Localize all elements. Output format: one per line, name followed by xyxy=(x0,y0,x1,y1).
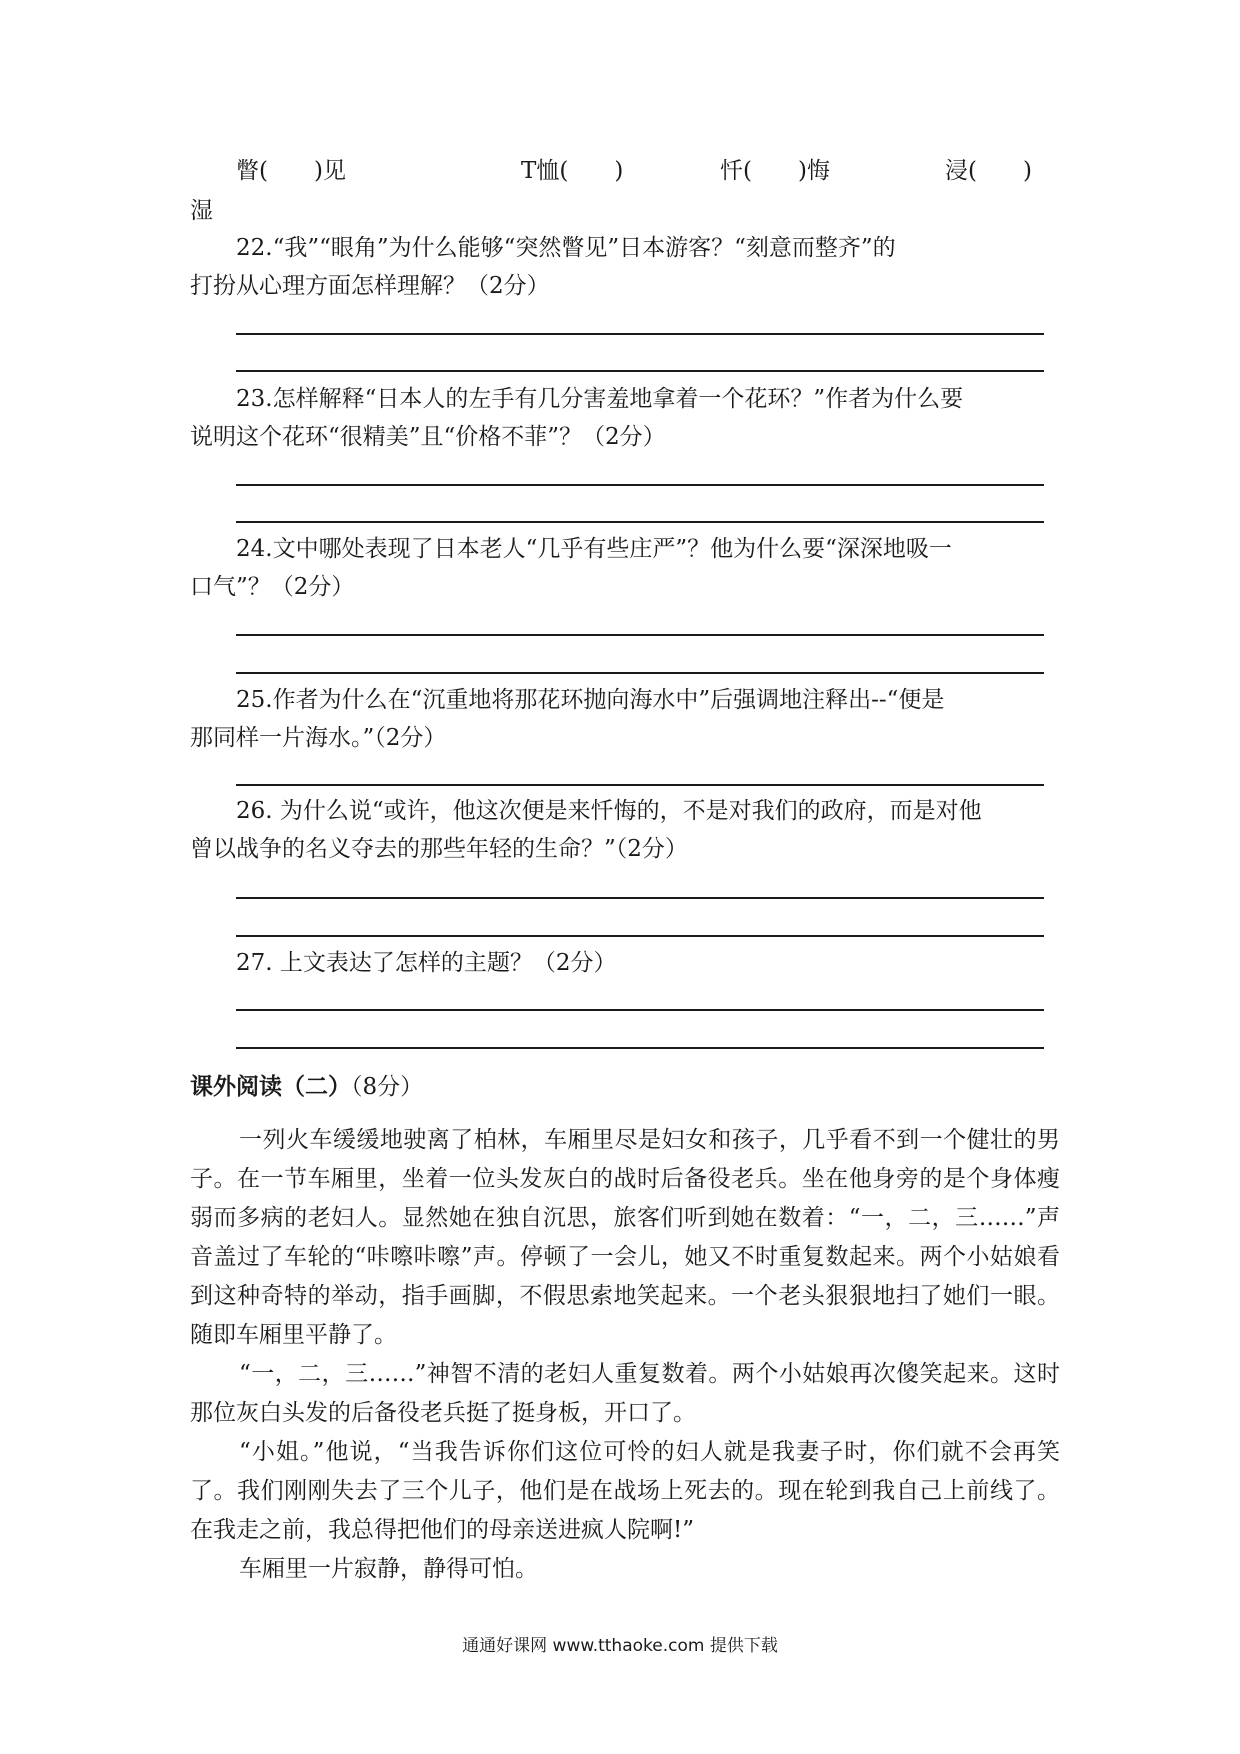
answer-line xyxy=(236,935,1044,937)
answer-line xyxy=(236,784,1044,786)
vocab-item-2: T恤( ) xyxy=(521,158,624,184)
passage-paragraph-3: “小姐。”他说，“当我告诉你们这位可怜的妇人就是我妻子时，你们就不会再笑了。我们刚刚失去了三个儿子，他们是在战场上死去的。现在轮到我自己上前线了。在我走之前，我总得把他们的母亲送进疯人院啊!” xyxy=(190,1439,1060,1543)
passage-paragraph-2: “一，二，三……”神智不清的老妇人重复数着。两个小姑娘再次傻笑起来。这时那位灰白头发的后备役老兵挺了挺身板，开口了。 xyxy=(190,1361,1060,1426)
answer-line xyxy=(236,521,1044,523)
question-22-line-1: 22.“我”“眼角”为什么能够“突然瞥见”日本游客？“刻意而整齐”的 xyxy=(236,235,896,261)
answer-line xyxy=(236,484,1044,486)
question-25-line-1: 25.作者为什么在“沉重地将那花环抛向海水中”后强调地注释出--“便是 xyxy=(236,687,945,713)
page-footer: 通通好课网 www.tthaoke.com 提供下载 xyxy=(462,1636,778,1656)
question-22-line-2: 打扮从心理方面怎样理解？（2分） xyxy=(190,273,550,299)
passage-paragraph-4: 车厢里一片寂静，静得可怕。 xyxy=(239,1556,538,1582)
question-24-line-2: 口气”？（2分） xyxy=(190,574,355,600)
vocab-item-3: 忏( )悔 xyxy=(720,158,830,184)
vocab-item-1: 瞥( )见 xyxy=(236,158,346,184)
section-title: 课外阅读（二） xyxy=(190,1074,351,1100)
question-23-line-1: 23.怎样解释“日本人的左手有几分害羞地拿着一个花环？”作者为什么要 xyxy=(236,386,964,412)
vocab-item-4: 浸( ) xyxy=(945,158,1032,184)
question-26-line-1: 26. 为什么说“或许，他这次便是来忏悔的，不是对我们的政府，而是对他 xyxy=(236,798,982,824)
answer-line xyxy=(236,1009,1044,1011)
question-24-line-1: 24.文中哪处表现了日本老人“几乎有些庄严”？他为什么要“深深地吸一 xyxy=(236,536,952,562)
answer-line xyxy=(236,370,1044,372)
answer-line xyxy=(236,1047,1044,1049)
section-score: （8分） xyxy=(351,1074,424,1100)
passage-paragraph-1: 一列火车缓缓地驶离了柏林，车厢里尽是妇女和孩子，几乎看不到一个健壮的男子。在一节车厢里，坐着一位头发灰白的战时后备役老兵。坐在他身旁的是个身体瘦弱而多病的老妇人。显然她在独自沉思，旅客们听到她在数着：“一，二，三……”声音盖过了车轮的“咔嚓咔嚓”声。停顿了一会儿，她又不时重复数起来。两个小姑娘看到这种奇特的举动，指手画脚，不假思索地笑起来。一个老头狠狠地扫了她们一眼。随即车厢里平静了。 xyxy=(190,1127,1060,1348)
question-26-line-2: 曾以战争的名义夺去的那些年轻的生命？”（2分） xyxy=(190,836,688,862)
answer-line xyxy=(236,897,1044,899)
question-27-line-1: 27. 上文表达了怎样的主题？（2分） xyxy=(236,950,617,976)
question-25-line-2: 那同样一片海水。”（2分） xyxy=(190,725,447,751)
section-heading xyxy=(190,1068,423,1106)
answer-line xyxy=(236,672,1044,674)
answer-line xyxy=(236,333,1044,335)
answer-line xyxy=(236,634,1044,636)
question-23-line-2: 说明这个花环“很精美”且“价格不菲”？（2分） xyxy=(190,424,666,450)
vocab-wrap: 湿 xyxy=(190,198,213,224)
